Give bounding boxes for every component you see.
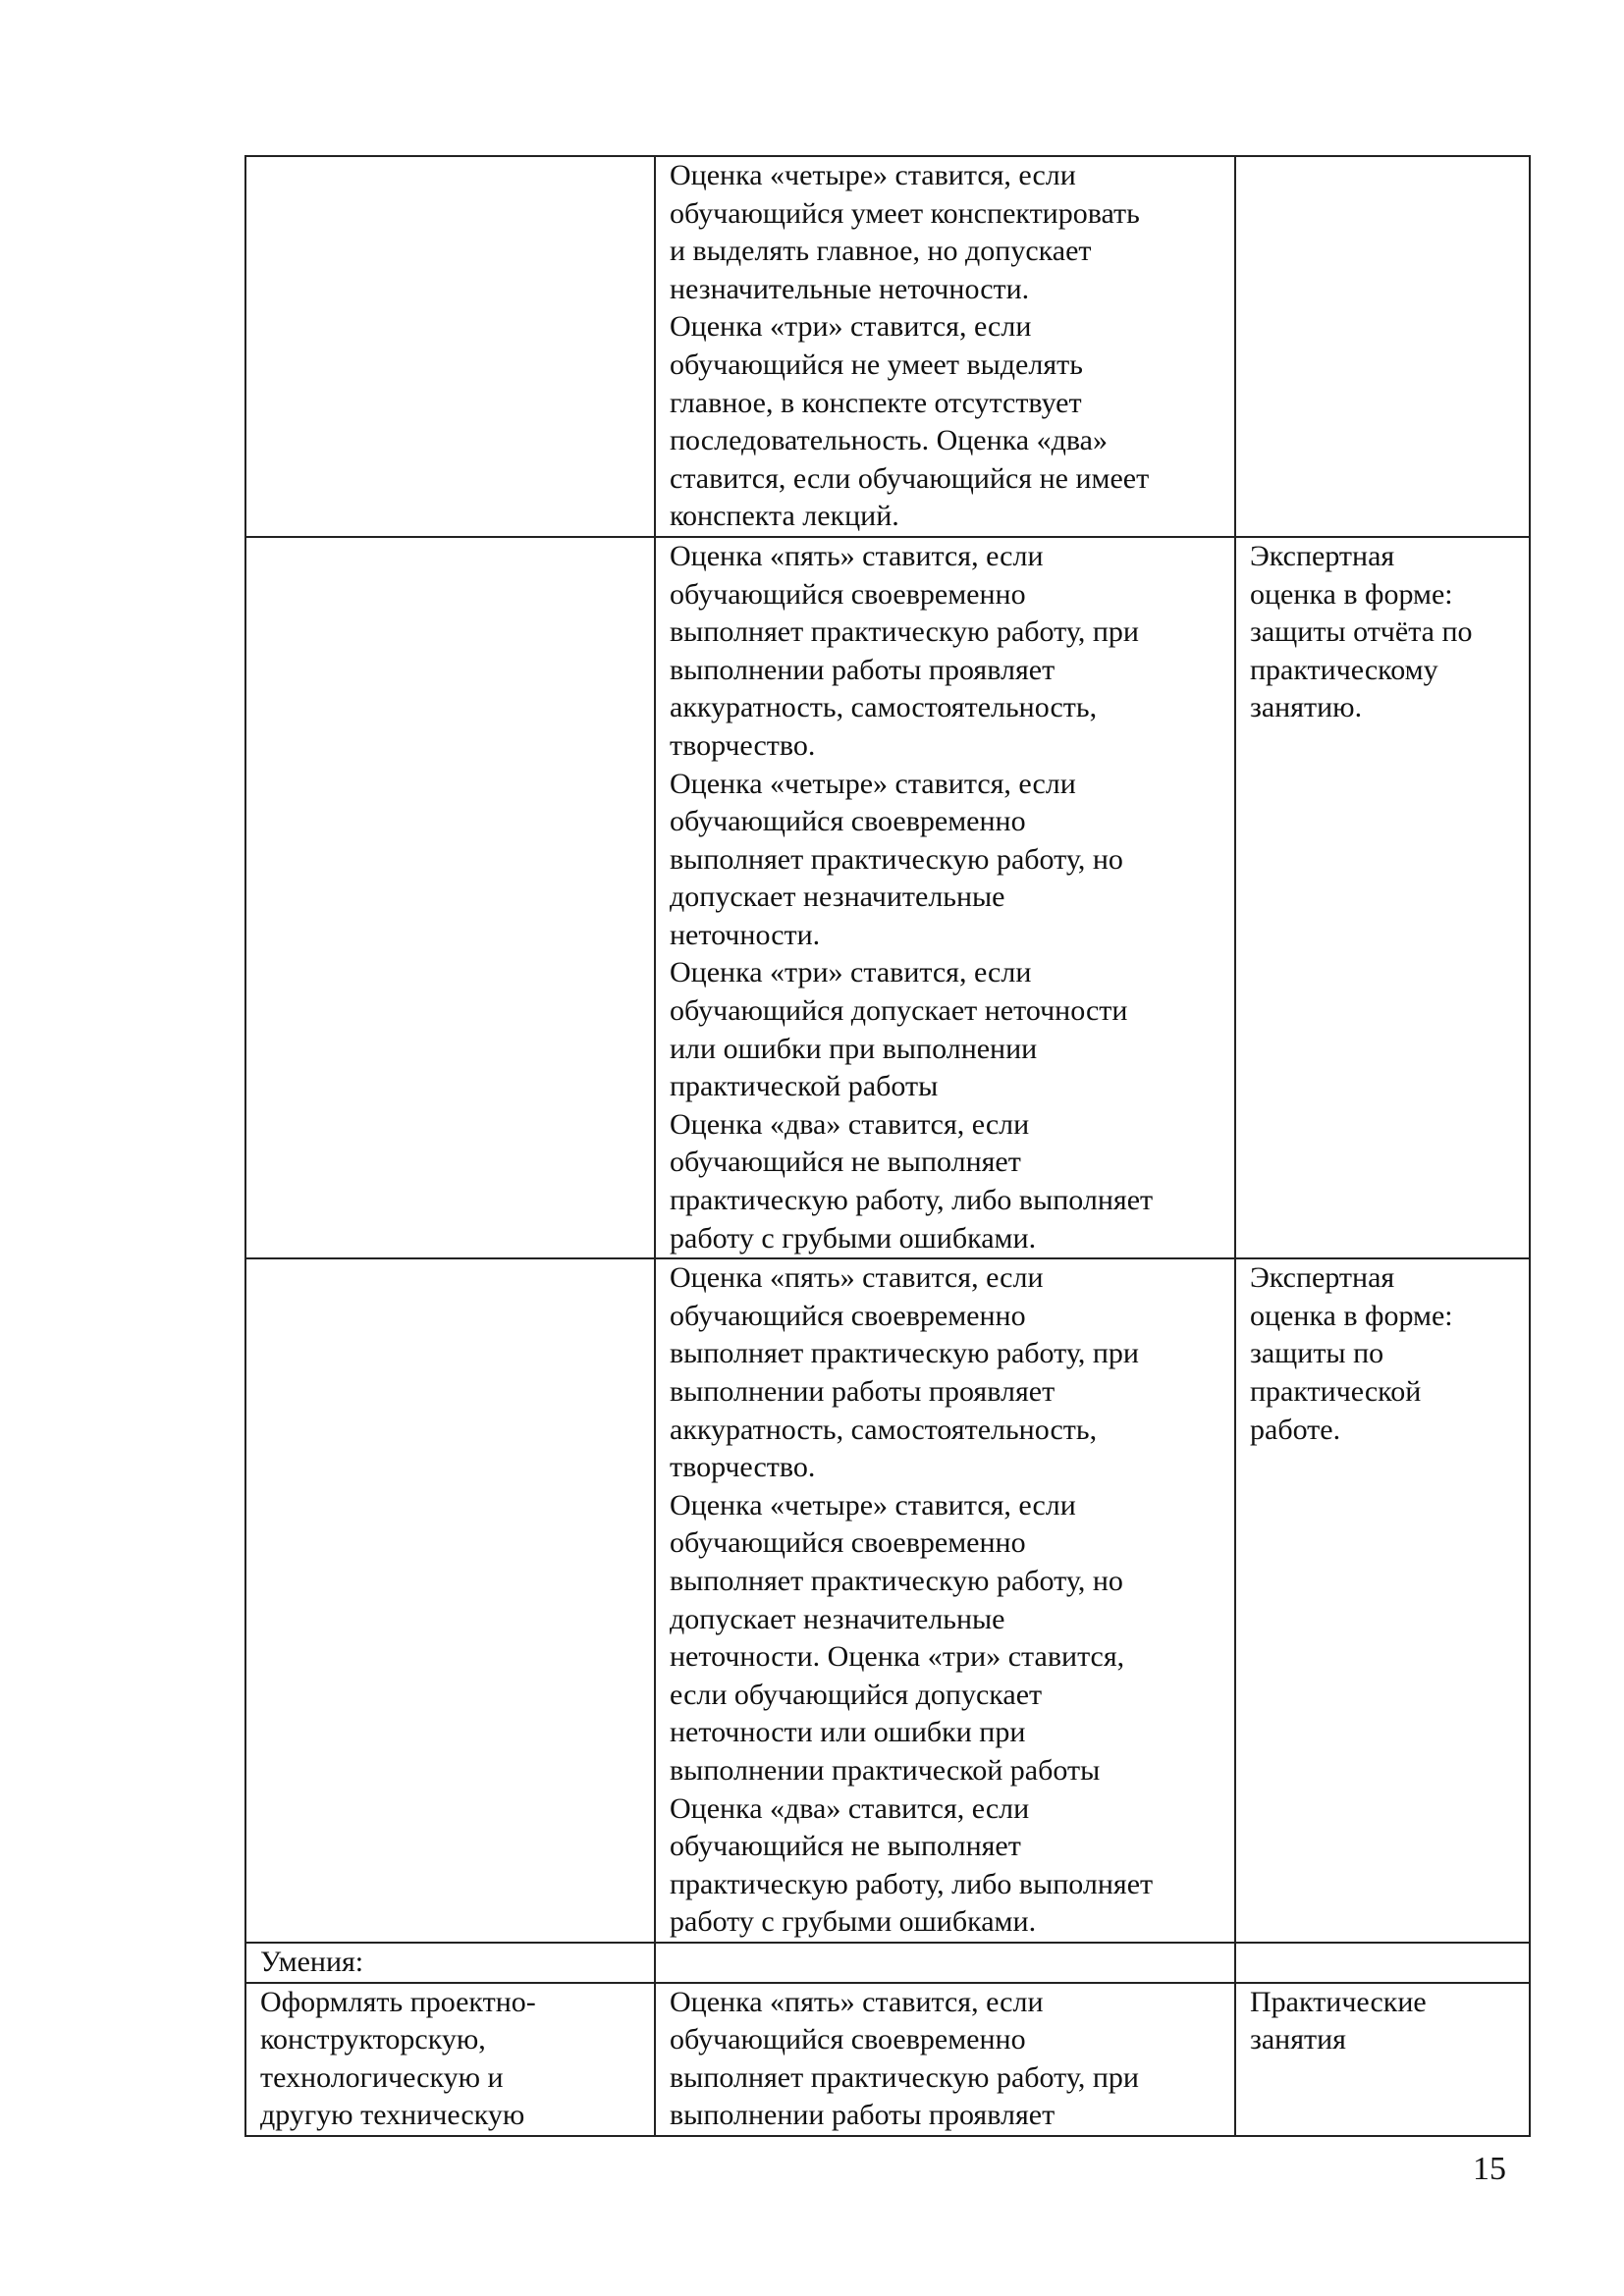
table-row xyxy=(245,1983,1530,2136)
table-cell: Оценка «пять» ставится, если обучающийся своевременно выполняет практическую работу, при выполнении работы проявляет аккуратность, самостоятельность, творчество. Оценка «четыре» ставится, если обучающийся своевременно выполняет практическую работу, но допускает незначительные неточности. Оценка «три» ставится, если обучающийся допускает неточности или ошибки при выполнении практической работы Оценка «два» ставится, если обучающийся не выполняет практическую работу, либо выполняет работу с грубыми ошибками. xyxy=(655,1258,1235,1943)
assessment-table xyxy=(244,155,1531,2137)
table-row xyxy=(245,156,1530,537)
table-cell: Умения: xyxy=(245,1943,655,1983)
table-cell xyxy=(245,1258,655,1943)
table-row xyxy=(245,1943,1530,1983)
table-cell xyxy=(245,156,655,537)
table-row xyxy=(245,537,1530,1258)
table-cell xyxy=(245,537,655,1258)
table-cell: Оценка «четыре» ставится, если обучающийся умеет конспектировать и выделять главное, но допускает незначительные неточности. Оценка «три» ставится, если обучающийся не умеет выделять главное, в конспекте отсутствует последовательность. Оценка «два» ставится, если обучающийся не имеет конспекта лекций. xyxy=(655,156,1235,537)
table-cell xyxy=(1235,156,1530,537)
table-cell: Экспертная оценка в форме: защиты отчёта по практическому занятию. xyxy=(1235,537,1530,1258)
table-cell: Оценка «пять» ставится, если обучающийся своевременно выполняет практическую работу, при выполнении работы проявляет xyxy=(655,1983,1235,2136)
table-cell: Оценка «пять» ставится, если обучающийся своевременно выполняет практическую работу, при выполнении работы проявляет аккуратность, самостоятельность, творчество. Оценка «четыре» ставится, если обучающийся своевременно выполняет практическую работу, но допускает незначительные неточности. Оценка «три» ставится, если обучающийся допускает неточности или ошибки при выполнении практической работы Оценка «два» ставится, если обучающийся не выполняет практическую работу, либо выполняет работу с грубыми ошибками. xyxy=(655,537,1235,1258)
table-cell: Оформлять проектно- конструкторскую, технологическую и другую техническую xyxy=(245,1983,655,2136)
page-number: 15 xyxy=(1473,2151,1506,2187)
table-row xyxy=(245,1258,1530,1943)
table-cell xyxy=(1235,1943,1530,1983)
table-cell: Практические занятия xyxy=(1235,1983,1530,2136)
table-cell xyxy=(655,1943,1235,1983)
table-cell: Экспертная оценка в форме: защиты по практической работе. xyxy=(1235,1258,1530,1943)
